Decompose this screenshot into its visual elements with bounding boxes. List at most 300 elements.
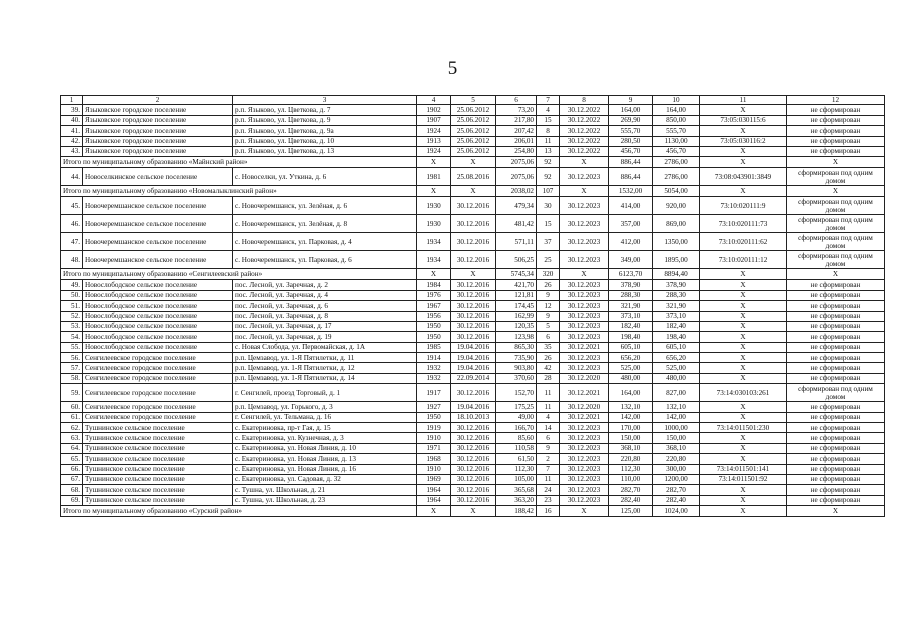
total-label: Итого по муниципальному образованию «Новомалыклинский район» (61, 186, 417, 197)
area-cell: 2038,02 (496, 186, 537, 197)
count-cell: 13 (537, 146, 560, 156)
value-cell: 827,00 (653, 384, 700, 402)
count-cell: 6 (537, 433, 560, 443)
date-cell: 30.12.2023 (560, 311, 609, 321)
cadastral-cell: X (700, 353, 787, 363)
value-cell: 282,40 (609, 495, 653, 505)
address-cell: р.п. Языково, ул. Цветкова, д. 7 (233, 105, 417, 115)
value-cell: 182,40 (609, 321, 653, 331)
settlement-cell: Тушнинское сельское поселение (83, 454, 233, 464)
year-cell: 1969 (417, 475, 451, 485)
table-row (61, 475, 885, 485)
value-cell: 414,00 (609, 197, 653, 215)
cadastral-cell: X (700, 105, 787, 115)
count-cell: 28 (537, 373, 560, 383)
value-cell: 132,10 (653, 402, 700, 412)
date-cell: 30.12.2023 (560, 215, 609, 233)
year-cell: X (417, 157, 451, 168)
value-cell: 132,10 (609, 402, 653, 412)
value-cell: 605,10 (609, 342, 653, 352)
header-cell: 10 (653, 96, 700, 105)
total-label: Итого по муниципальному образованию «Сурский район» (61, 506, 417, 517)
value-cell: 170,00 (609, 423, 653, 433)
date-cell: 30.12.2016 (451, 443, 496, 453)
table-row (61, 454, 885, 464)
date-cell: 30.12.2023 (560, 321, 609, 331)
count-cell: 26 (537, 353, 560, 363)
header-cell: 8 (560, 96, 609, 105)
value-cell: 656,20 (653, 353, 700, 363)
value-cell: 1130,00 (653, 136, 700, 146)
settlement-cell: Новослободское сельское поселение (83, 301, 233, 311)
cadastral-cell: 73:14:011501:141 (700, 464, 787, 474)
settlement-cell: Тушнинское сельское поселение (83, 423, 233, 433)
status-cell: не сформирован (787, 412, 885, 422)
table-row (61, 215, 885, 233)
date-cell: 30.12.2023 (560, 454, 609, 464)
settlement-cell: Тушнинское сельское поселение (83, 495, 233, 505)
count-cell: 11 (537, 402, 560, 412)
status-cell: не сформирован (787, 475, 885, 485)
settlement-cell: Новослободское сельское поселение (83, 342, 233, 352)
table-row (61, 353, 885, 363)
date-cell: 22.09.2014 (451, 373, 496, 383)
count-cell: 7 (537, 464, 560, 474)
value-cell: 605,10 (653, 342, 700, 352)
date-cell: 30.12.2022 (560, 105, 609, 115)
address-cell: с. Новочеремшанск, ул. Парковая, д. 4 (233, 233, 417, 251)
total-row (61, 269, 885, 280)
table-row (61, 402, 885, 412)
cadastral-cell: 73:05:030115:6 (700, 115, 787, 125)
count-cell: 107 (537, 186, 560, 197)
date-cell: 30.12.2016 (451, 197, 496, 215)
value-cell: 456,70 (653, 146, 700, 156)
settlement-cell: Новослободское сельское поселение (83, 332, 233, 342)
date-cell: X (451, 186, 496, 197)
status-cell: не сформирован (787, 485, 885, 495)
year-cell: 1964 (417, 495, 451, 505)
address-cell: с. Екатериновка, пр-т Гая, д. 15 (233, 423, 417, 433)
area-cell: 571,11 (496, 233, 537, 251)
area-cell: 49,00 (496, 412, 537, 422)
area-cell: 112,30 (496, 464, 537, 474)
value-cell: 280,50 (609, 136, 653, 146)
row-number-cell: 46. (61, 215, 83, 233)
row-number-cell: 64. (61, 443, 83, 453)
value-cell: 321,90 (609, 301, 653, 311)
date-cell: 30.12.2020 (560, 402, 609, 412)
settlement-cell: Тушнинское сельское поселение (83, 475, 233, 485)
value-cell: 373,10 (609, 311, 653, 321)
settlement-cell: Новочеремшанское сельское поселение (83, 233, 233, 251)
status-cell: не сформирован (787, 146, 885, 156)
page-number: 5 (447, 58, 458, 79)
cadastral-cell: X (700, 373, 787, 383)
value-cell: 456,70 (609, 146, 653, 156)
row-number-cell: 49. (61, 280, 83, 290)
count-cell: 42 (537, 363, 560, 373)
cadastral-cell: 73:10:020111:62 (700, 233, 787, 251)
area-cell: 481,42 (496, 215, 537, 233)
header-cell: 7 (537, 96, 560, 105)
count-cell: 11 (537, 136, 560, 146)
table-row (61, 495, 885, 505)
table-row (61, 146, 885, 156)
date-cell: 30.12.2016 (451, 251, 496, 269)
area-cell: 365,68 (496, 485, 537, 495)
value-cell: 357,00 (609, 215, 653, 233)
header-cell: 9 (609, 96, 653, 105)
cadastral-cell: X (700, 321, 787, 331)
date-cell: 30.12.2021 (560, 384, 609, 402)
year-cell: 1930 (417, 197, 451, 215)
count-cell: 9 (537, 443, 560, 453)
value-cell: 1024,00 (653, 506, 700, 517)
date-cell: 30.12.2016 (451, 485, 496, 495)
area-cell: 61,50 (496, 454, 537, 464)
address-cell: пос. Лесной, ул. Заречная, д. 17 (233, 321, 417, 331)
count-cell: 320 (537, 269, 560, 280)
cadastral-cell: X (700, 186, 787, 197)
settlement-cell: Языковское городское поселение (83, 146, 233, 156)
value-cell: 8894,40 (653, 269, 700, 280)
count-cell: 25 (537, 251, 560, 269)
total-row (61, 157, 885, 168)
table-row (61, 321, 885, 331)
value-cell: 288,30 (609, 290, 653, 300)
header-cell: 12 (787, 96, 885, 105)
settlement-cell: Тушнинское сельское поселение (83, 485, 233, 495)
year-cell: 1907 (417, 115, 451, 125)
year-cell: 1985 (417, 342, 451, 352)
date-cell: 30.12.2023 (560, 233, 609, 251)
date-cell: 30.12.2023 (560, 443, 609, 453)
value-cell: 656,20 (609, 353, 653, 363)
area-cell: 254,80 (496, 146, 537, 156)
address-cell: с. Новая Слобода, ул. Первомайская, д. 1А (233, 342, 417, 352)
count-cell: 30 (537, 197, 560, 215)
settlement-cell: Новочеремшанское сельское поселение (83, 251, 233, 269)
area-cell: 207,42 (496, 126, 537, 136)
year-cell: 1924 (417, 126, 451, 136)
year-cell: 1914 (417, 353, 451, 363)
address-cell: с. Новочеремшанск, ул. Парковая, д. 6 (233, 251, 417, 269)
header-cell: 5 (451, 96, 496, 105)
area-cell: 865,30 (496, 342, 537, 352)
date-cell: 30.12.2016 (451, 233, 496, 251)
cadastral-cell: 73:14:011501:92 (700, 475, 787, 485)
count-cell: 6 (537, 332, 560, 342)
date-cell: 19.04.2016 (451, 363, 496, 373)
date-cell: 30.12.2016 (451, 332, 496, 342)
value-cell: 378,90 (653, 280, 700, 290)
value-cell: 220,80 (609, 454, 653, 464)
count-cell: 11 (537, 384, 560, 402)
value-cell: 555,70 (653, 126, 700, 136)
date-cell: 30.12.2016 (451, 311, 496, 321)
count-cell: 14 (537, 423, 560, 433)
count-cell: 8 (537, 126, 560, 136)
value-cell: 110,00 (609, 475, 653, 485)
address-cell: г. Сенгилей, ул. Тельмана, д. 16 (233, 412, 417, 422)
row-number-cell: 44. (61, 168, 83, 186)
cadastral-cell: X (700, 157, 787, 168)
year-cell: 1902 (417, 105, 451, 115)
value-cell: 150,00 (609, 433, 653, 443)
row-number-cell: 57. (61, 363, 83, 373)
row-number-cell: 43. (61, 146, 83, 156)
row-number-cell: 48. (61, 251, 83, 269)
status-cell: не сформирован (787, 126, 885, 136)
date-cell: 30.12.2022 (560, 115, 609, 125)
cadastral-cell: X (700, 280, 787, 290)
value-cell: 886,44 (609, 168, 653, 186)
value-cell: 412,00 (609, 233, 653, 251)
date-cell: 30.12.2023 (560, 485, 609, 495)
count-cell: 9 (537, 290, 560, 300)
date-cell: X (560, 186, 609, 197)
area-cell: 363,20 (496, 495, 537, 505)
address-cell: с. Новочеремшанск, ул. Зелёная, д. 8 (233, 215, 417, 233)
total-label: Итого по муниципальному образованию «Сенгилеевский район» (61, 269, 417, 280)
value-cell: 269,90 (609, 115, 653, 125)
total-row (61, 186, 885, 197)
year-cell: 1950 (417, 332, 451, 342)
row-number-cell: 42. (61, 136, 83, 146)
cadastral-cell: X (700, 412, 787, 422)
value-cell: 850,00 (653, 115, 700, 125)
table-row (61, 136, 885, 146)
date-cell: 25.06.2012 (451, 126, 496, 136)
status-cell: сформирован под одним домом (787, 215, 885, 233)
value-cell: 182,40 (653, 321, 700, 331)
value-cell: 282,40 (653, 495, 700, 505)
date-cell: X (451, 157, 496, 168)
status-cell: не сформирован (787, 423, 885, 433)
area-cell: 2075,06 (496, 157, 537, 168)
address-cell: пос. Лесной, ул. Заречная, д. 19 (233, 332, 417, 342)
table-row (61, 126, 885, 136)
row-number-cell: 62. (61, 423, 83, 433)
date-cell: 30.12.2016 (451, 454, 496, 464)
year-cell: 1910 (417, 464, 451, 474)
settlement-cell: Новослободское сельское поселение (83, 280, 233, 290)
area-cell: 110,58 (496, 443, 537, 453)
table-row (61, 233, 885, 251)
status-cell: не сформирован (787, 495, 885, 505)
cadastral-cell: X (700, 485, 787, 495)
area-cell: 174,45 (496, 301, 537, 311)
date-cell: X (560, 269, 609, 280)
area-cell: 188,42 (496, 506, 537, 517)
status-cell: не сформирован (787, 454, 885, 464)
header-cell: 6 (496, 96, 537, 105)
date-cell: 30.12.2022 (560, 126, 609, 136)
cadastral-cell: X (700, 126, 787, 136)
settlement-cell: Сенгилеевское городское поселение (83, 363, 233, 373)
area-cell: 5745,34 (496, 269, 537, 280)
address-cell: с. Екатериновка, ул. Садовая, д. 32 (233, 475, 417, 485)
date-cell: 25.06.2012 (451, 136, 496, 146)
year-cell: 1950 (417, 321, 451, 331)
status-cell: сформирован под одним домом (787, 233, 885, 251)
area-cell: 85,60 (496, 433, 537, 443)
count-cell: 92 (537, 157, 560, 168)
date-cell: 30.12.2023 (560, 301, 609, 311)
value-cell: 6123,70 (609, 269, 653, 280)
area-cell: 206,01 (496, 136, 537, 146)
row-number-cell: 51. (61, 301, 83, 311)
date-cell: 30.12.2022 (560, 136, 609, 146)
area-cell: 903,80 (496, 363, 537, 373)
table-row (61, 464, 885, 474)
cadastral-cell: X (700, 443, 787, 453)
value-cell: 378,90 (609, 280, 653, 290)
year-cell: 1964 (417, 485, 451, 495)
value-cell: 886,44 (609, 157, 653, 168)
date-cell: 25.06.2012 (451, 105, 496, 115)
table-row (61, 251, 885, 269)
housing-table (60, 95, 885, 517)
year-cell: 1967 (417, 301, 451, 311)
date-cell: X (560, 506, 609, 517)
row-number-cell: 41. (61, 126, 83, 136)
address-cell: пос. Лесной, ул. Заречная, д. 4 (233, 290, 417, 300)
cadastral-cell: X (700, 454, 787, 464)
address-cell: р.п. Цемзавод, ул. 1-Я Пятилетки, д. 11 (233, 353, 417, 363)
year-cell: 1917 (417, 384, 451, 402)
value-cell: 164,00 (609, 105, 653, 115)
table-row (61, 373, 885, 383)
date-cell: 30.12.2021 (560, 342, 609, 352)
status-cell: X (787, 506, 885, 517)
year-cell: X (417, 269, 451, 280)
address-cell: с. Екатериновка, ул. Новая Линия, д. 10 (233, 443, 417, 453)
value-cell: 373,10 (653, 311, 700, 321)
date-cell: X (560, 157, 609, 168)
year-cell: 1971 (417, 443, 451, 453)
date-cell: 30.12.2016 (451, 215, 496, 233)
table-row (61, 412, 885, 422)
table-row (61, 280, 885, 290)
header-cell: 2 (83, 96, 233, 105)
value-cell: 525,00 (653, 363, 700, 373)
value-cell: 220,80 (653, 454, 700, 464)
value-cell: 125,00 (609, 506, 653, 517)
address-cell: с. Екатериновка, ул. Новая Линия, д. 16 (233, 464, 417, 474)
value-cell: 920,00 (653, 197, 700, 215)
cadastral-cell: X (700, 506, 787, 517)
date-cell: 18.10.2013 (451, 412, 496, 422)
row-number-cell: 52. (61, 311, 83, 321)
value-cell: 300,00 (653, 464, 700, 474)
table-header-row (61, 96, 885, 105)
area-cell: 506,25 (496, 251, 537, 269)
cadastral-cell: 73:10:020111:12 (700, 251, 787, 269)
row-number-cell: 68. (61, 485, 83, 495)
value-cell: 150,00 (653, 433, 700, 443)
settlement-cell: Языковское городское поселение (83, 115, 233, 125)
area-cell: 120,35 (496, 321, 537, 331)
date-cell: 30.12.2023 (560, 251, 609, 269)
table-row (61, 443, 885, 453)
area-cell: 175,25 (496, 402, 537, 412)
date-cell: 30.12.2016 (451, 464, 496, 474)
status-cell: не сформирован (787, 280, 885, 290)
year-cell: 1924 (417, 146, 451, 156)
row-number-cell: 55. (61, 342, 83, 352)
header-cell: 11 (700, 96, 787, 105)
status-cell: не сформирован (787, 332, 885, 342)
total-label: Итого по муниципальному образованию «Майнский район» (61, 157, 417, 168)
status-cell: не сформирован (787, 363, 885, 373)
value-cell: 1200,00 (653, 475, 700, 485)
value-cell: 198,40 (653, 332, 700, 342)
count-cell: 23 (537, 495, 560, 505)
date-cell: X (451, 269, 496, 280)
count-cell: 37 (537, 233, 560, 251)
settlement-cell: Языковское городское поселение (83, 136, 233, 146)
year-cell: X (417, 506, 451, 517)
year-cell: 1932 (417, 363, 451, 373)
row-number-cell: 69. (61, 495, 83, 505)
count-cell: 2 (537, 454, 560, 464)
table-row (61, 342, 885, 352)
row-number-cell: 40. (61, 115, 83, 125)
area-cell: 479,34 (496, 197, 537, 215)
address-cell: с. Новоселки, ул. Уткина, д. 6 (233, 168, 417, 186)
date-cell: 30.12.2020 (560, 373, 609, 383)
settlement-cell: Сенгилеевское городское поселение (83, 384, 233, 402)
status-cell: X (787, 157, 885, 168)
year-cell: 1913 (417, 136, 451, 146)
address-cell: р.п. Языково, ул. Цветкова, д. 9а (233, 126, 417, 136)
address-cell: г. Сенгилей, проезд Торговый, д. 1 (233, 384, 417, 402)
date-cell: 19.04.2016 (451, 342, 496, 352)
cadastral-cell: 73:08:043901:3849 (700, 168, 787, 186)
value-cell: 1350,00 (653, 233, 700, 251)
cadastral-cell: 73:10:020111:73 (700, 215, 787, 233)
table-row (61, 197, 885, 215)
date-cell: 30.12.2023 (560, 433, 609, 443)
settlement-cell: Тушнинское сельское поселение (83, 433, 233, 443)
area-cell: 105,00 (496, 475, 537, 485)
row-number-cell: 67. (61, 475, 83, 485)
date-cell: 25.06.2012 (451, 115, 496, 125)
row-number-cell: 56. (61, 353, 83, 363)
value-cell: 282,70 (609, 485, 653, 495)
year-cell: 1910 (417, 433, 451, 443)
settlement-cell: Новочеремшанское сельское поселение (83, 215, 233, 233)
date-cell: 30.12.2023 (560, 353, 609, 363)
value-cell: 142,00 (609, 412, 653, 422)
status-cell: не сформирован (787, 443, 885, 453)
value-cell: 282,70 (653, 485, 700, 495)
area-cell: 735,90 (496, 353, 537, 363)
status-cell: не сформирован (787, 115, 885, 125)
value-cell: 142,00 (653, 412, 700, 422)
cadastral-cell: X (700, 146, 787, 156)
header-cell: 4 (417, 96, 451, 105)
address-cell: р.п. Цемзавод, ул. 1-Я Пятилетки, д. 12 (233, 363, 417, 373)
cadastral-cell: X (700, 332, 787, 342)
year-cell: 1984 (417, 280, 451, 290)
settlement-cell: Тушнинское сельское поселение (83, 464, 233, 474)
address-cell: с. Екатериновка, ул. Кузнечная, д. 3 (233, 433, 417, 443)
row-number-cell: 53. (61, 321, 83, 331)
status-cell: не сформирован (787, 373, 885, 383)
